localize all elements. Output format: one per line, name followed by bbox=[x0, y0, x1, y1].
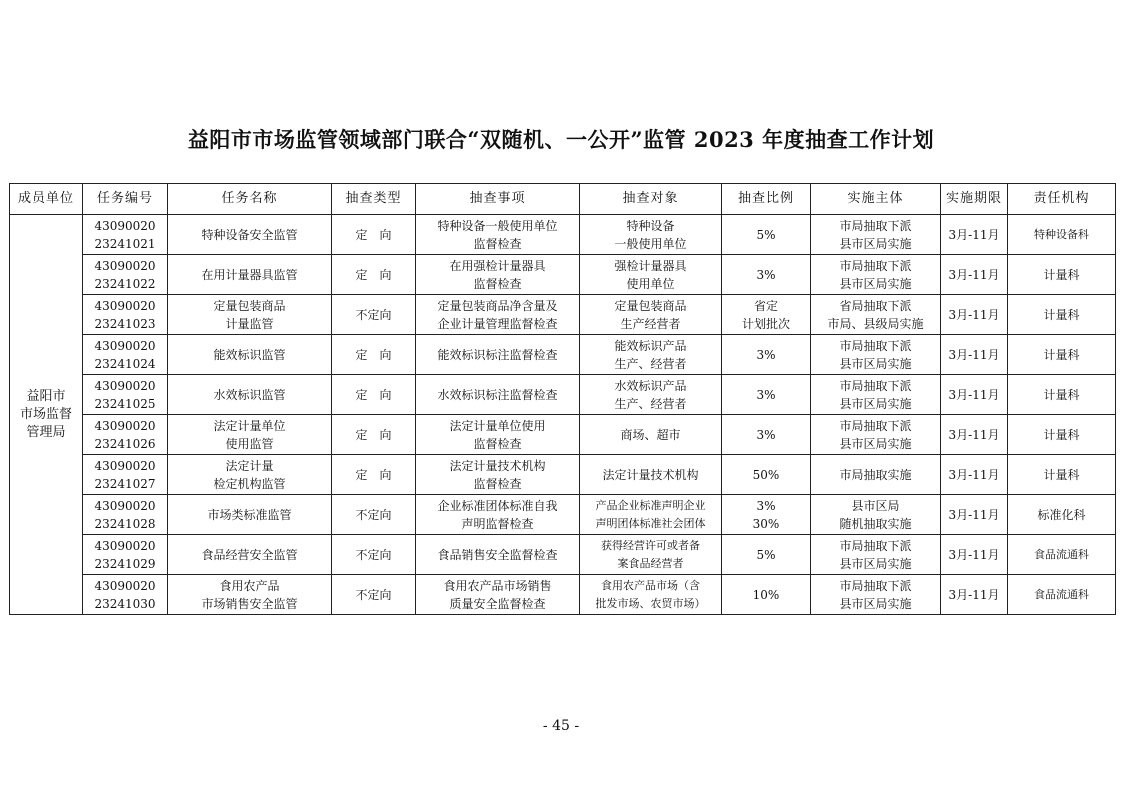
task-name-cell bbox=[168, 215, 332, 255]
cell-line: 法定计量单位使用 bbox=[449, 418, 546, 433]
cell-line: 计量科 bbox=[1043, 467, 1080, 482]
cell-line: 声明监督检查 bbox=[461, 516, 534, 531]
cell-line: 23241028 bbox=[94, 516, 156, 531]
column-header-inspection-item: 抽查事项 bbox=[416, 184, 580, 215]
cell-line: 定 向 bbox=[355, 227, 392, 242]
cell-line: 省局抽取下派 bbox=[839, 298, 912, 313]
cell-line: 县市区局实施 bbox=[839, 396, 912, 411]
cell-line: 计量科 bbox=[1043, 347, 1080, 362]
cell-line: 3月-11月 bbox=[948, 427, 1000, 442]
cell-line: 食品经营安全监管 bbox=[201, 547, 298, 562]
table-row bbox=[10, 295, 1116, 335]
inspection-type-cell bbox=[332, 415, 416, 455]
period-cell bbox=[941, 415, 1008, 455]
cell-line: 不定向 bbox=[355, 507, 392, 522]
cell-line: 水效标识产品 bbox=[614, 378, 687, 393]
cell-line: 43090020 bbox=[94, 378, 156, 393]
cell-line: 23241029 bbox=[94, 556, 156, 571]
table-row bbox=[10, 375, 1116, 415]
cell-line: 批发市场、农贸市场） bbox=[595, 596, 706, 610]
cell-line: 产品企业标准声明企业 bbox=[595, 498, 706, 512]
page-number: - 45 - bbox=[542, 718, 580, 734]
implementing-body-cell bbox=[811, 215, 941, 255]
inspection-ratio-cell bbox=[722, 575, 811, 615]
cell-line: 定 向 bbox=[355, 267, 392, 282]
cell-line: 43090020 bbox=[94, 338, 156, 353]
inspection-type-cell bbox=[332, 295, 416, 335]
column-header-task-name: 任务名称 bbox=[168, 184, 332, 215]
cell-line: 在用强检计量器具 bbox=[449, 258, 546, 273]
cell-line: 法定计量技术机构 bbox=[449, 458, 546, 473]
task-id-cell bbox=[83, 535, 168, 575]
inspection-ratio-cell bbox=[722, 495, 811, 535]
cell-line: 声明团体标准社会团体 bbox=[595, 516, 706, 530]
cell-line: 3月-11月 bbox=[948, 467, 1000, 482]
inspection-object-cell bbox=[580, 455, 722, 495]
cell-line: 获得经营许可或者备 bbox=[601, 538, 700, 552]
implementing-body-cell bbox=[811, 335, 941, 375]
inspection-item-cell bbox=[416, 575, 580, 615]
cell-line: 43090020 bbox=[94, 258, 156, 273]
table-row bbox=[10, 535, 1116, 575]
responsible-org-cell bbox=[1008, 415, 1116, 455]
implementing-body-cell bbox=[811, 455, 941, 495]
cell-line: 市局抽取下派 bbox=[839, 418, 912, 433]
cell-line: 计量科 bbox=[1043, 267, 1080, 282]
cell-line: 23241027 bbox=[94, 476, 156, 491]
table-row bbox=[10, 455, 1116, 495]
cell-line: 市局抽取下派 bbox=[839, 258, 912, 273]
inspection-item-cell bbox=[416, 535, 580, 575]
cell-line: 定 向 bbox=[355, 387, 392, 402]
cell-line: 3月-11月 bbox=[948, 387, 1000, 402]
cell-line: 计量科 bbox=[1043, 307, 1080, 322]
task-name-cell bbox=[168, 295, 332, 335]
cell-line: 监督检查 bbox=[473, 476, 522, 491]
table-row bbox=[10, 255, 1116, 295]
cell-line: 检定机构监管 bbox=[213, 476, 286, 491]
cell-line: 能效标识标注监督检查 bbox=[437, 347, 558, 362]
cell-line: 3月-11月 bbox=[948, 307, 1000, 322]
inspection-ratio-cell bbox=[722, 415, 811, 455]
period-cell bbox=[941, 295, 1008, 335]
column-header-inspection-ratio: 抽查比例 bbox=[722, 184, 811, 215]
implementing-body-cell bbox=[811, 415, 941, 455]
column-header-inspection-type: 抽查类型 bbox=[332, 184, 416, 215]
task-name-cell bbox=[168, 495, 332, 535]
task-name-cell bbox=[168, 255, 332, 295]
inspection-ratio-cell bbox=[722, 215, 811, 255]
cell-line: 43090020 bbox=[94, 458, 156, 473]
cell-line: 能效标识产品 bbox=[614, 338, 687, 353]
responsible-org-cell bbox=[1008, 495, 1116, 535]
cell-line: 特种设备 bbox=[626, 218, 675, 233]
responsible-org-cell bbox=[1008, 335, 1116, 375]
cell-line: 监督检查 bbox=[473, 276, 522, 291]
cell-line: 定 向 bbox=[355, 427, 392, 442]
cell-line: 特种设备一般使用单位 bbox=[437, 218, 558, 233]
cell-line: 一般使用单位 bbox=[614, 236, 687, 251]
cell-line: 43090020 bbox=[94, 418, 156, 433]
inspection-ratio-cell bbox=[722, 295, 811, 335]
inspection-ratio-cell bbox=[722, 335, 811, 375]
inspection-plan-table bbox=[9, 183, 1116, 615]
cell-line: 23241021 bbox=[94, 236, 156, 251]
cell-line: 计量科 bbox=[1043, 427, 1080, 442]
cell-line: 计量监管 bbox=[225, 316, 274, 331]
period-cell bbox=[941, 215, 1008, 255]
period-cell bbox=[941, 455, 1008, 495]
cell-line: 10% bbox=[752, 587, 780, 602]
cell-line: 质量安全监督检查 bbox=[449, 596, 546, 611]
cell-line: 标准化科 bbox=[1037, 507, 1086, 522]
cell-line: 3% bbox=[756, 427, 776, 442]
cell-line: 生产经营者 bbox=[620, 316, 681, 331]
inspection-object-cell bbox=[580, 495, 722, 535]
inspection-ratio-cell bbox=[722, 255, 811, 295]
cell-line: 3月-11月 bbox=[948, 227, 1000, 242]
cell-line: 3月-11月 bbox=[948, 507, 1000, 522]
cell-line: 益阳市 bbox=[26, 388, 66, 404]
responsible-org-cell bbox=[1008, 295, 1116, 335]
inspection-object-cell bbox=[580, 575, 722, 615]
cell-line: 30% bbox=[752, 516, 780, 531]
cell-line: 市局抽取下派 bbox=[839, 338, 912, 353]
period-cell bbox=[941, 335, 1008, 375]
cell-line: 生产、经营者 bbox=[614, 356, 687, 371]
inspection-object-cell bbox=[580, 335, 722, 375]
cell-line: 省定 bbox=[753, 298, 778, 313]
table-row bbox=[10, 215, 1116, 255]
cell-line: 能效标识监管 bbox=[213, 347, 286, 362]
table-row bbox=[10, 335, 1116, 375]
cell-line: 50% bbox=[752, 467, 780, 482]
cell-line: 43090020 bbox=[94, 578, 156, 593]
cell-line: 定量包装商品 bbox=[213, 298, 286, 313]
inspection-item-cell bbox=[416, 415, 580, 455]
table-row bbox=[10, 575, 1116, 615]
task-id-cell bbox=[83, 495, 168, 535]
column-header-member-unit: 成员单位 bbox=[10, 184, 83, 215]
cell-line: 23241025 bbox=[94, 396, 156, 411]
cell-line: 食品流通科 bbox=[1034, 547, 1089, 561]
cell-line: 计划批次 bbox=[741, 316, 790, 331]
inspection-item-cell bbox=[416, 255, 580, 295]
cell-line: 计量科 bbox=[1043, 387, 1080, 402]
task-id-cell bbox=[83, 455, 168, 495]
inspection-item-cell bbox=[416, 495, 580, 535]
implementing-body-cell bbox=[811, 535, 941, 575]
responsible-org-cell bbox=[1008, 215, 1116, 255]
cell-line: 23241030 bbox=[94, 596, 156, 611]
cell-line: 县市区局实施 bbox=[839, 556, 912, 571]
task-id-cell bbox=[83, 335, 168, 375]
task-name-cell bbox=[168, 535, 332, 575]
period-cell bbox=[941, 575, 1008, 615]
inspection-ratio-cell bbox=[722, 375, 811, 415]
cell-line: 企业标准团体标准自我 bbox=[437, 498, 558, 513]
responsible-org-cell bbox=[1008, 535, 1116, 575]
cell-line: 市局抽取实施 bbox=[839, 467, 912, 482]
cell-line: 县市区局 bbox=[851, 498, 900, 513]
implementing-body-cell bbox=[811, 295, 941, 335]
column-header-inspection-object: 抽查对象 bbox=[580, 184, 722, 215]
implementing-body-cell bbox=[811, 255, 941, 295]
cell-line: 特种设备安全监管 bbox=[201, 227, 298, 242]
cell-line: 随机抽取实施 bbox=[839, 516, 912, 531]
cell-line: 5% bbox=[756, 227, 776, 242]
cell-line: 特种设备科 bbox=[1034, 227, 1089, 241]
cell-line: 3% bbox=[756, 267, 776, 282]
cell-line: 3月-11月 bbox=[948, 347, 1000, 362]
period-cell bbox=[941, 535, 1008, 575]
inspection-object-cell bbox=[580, 255, 722, 295]
cell-line: 定量包装商品 bbox=[614, 298, 687, 313]
cell-line: 定 向 bbox=[355, 347, 392, 362]
inspection-item-cell bbox=[416, 215, 580, 255]
cell-line: 食品流通科 bbox=[1034, 587, 1089, 601]
cell-line: 法定计量 bbox=[225, 458, 274, 473]
inspection-object-cell bbox=[580, 415, 722, 455]
implementing-body-cell bbox=[811, 495, 941, 535]
responsible-org-cell bbox=[1008, 575, 1116, 615]
cell-line: 县市区局实施 bbox=[839, 356, 912, 371]
column-header-task-id: 任务编号 bbox=[83, 184, 168, 215]
cell-line: 市场监督 bbox=[19, 406, 72, 422]
cell-line: 县市区局实施 bbox=[839, 236, 912, 251]
cell-line: 强检计量器具 bbox=[614, 258, 687, 273]
cell-line: 3% bbox=[756, 498, 776, 513]
inspection-type-cell bbox=[332, 535, 416, 575]
cell-line: 3月-11月 bbox=[948, 267, 1000, 282]
cell-line: 县市区局实施 bbox=[839, 436, 912, 451]
column-header-period: 实施期限 bbox=[941, 184, 1008, 215]
inspection-item-cell bbox=[416, 295, 580, 335]
cell-line: 43090020 bbox=[94, 298, 156, 313]
inspection-item-cell bbox=[416, 375, 580, 415]
cell-line: 定 向 bbox=[355, 467, 392, 482]
responsible-org-cell bbox=[1008, 375, 1116, 415]
task-name-cell bbox=[168, 415, 332, 455]
period-cell bbox=[941, 495, 1008, 535]
cell-line: 案食品经营者 bbox=[617, 556, 684, 570]
cell-line: 食用农产品市场（含 bbox=[601, 578, 700, 592]
document-title: 益阳市市场监管领域部门联合“双随机、一公开”监管 2023 年度抽查工作计划 bbox=[187, 127, 935, 152]
responsible-org-cell bbox=[1008, 455, 1116, 495]
cell-line: 23241022 bbox=[94, 276, 156, 291]
cell-line: 食品销售安全监督检查 bbox=[437, 547, 558, 562]
column-header-implementing-body: 实施主体 bbox=[811, 184, 941, 215]
cell-line: 市局抽取下派 bbox=[839, 538, 912, 553]
task-id-cell bbox=[83, 295, 168, 335]
cell-line: 法定计量技术机构 bbox=[602, 467, 699, 482]
cell-line: 不定向 bbox=[355, 587, 392, 602]
task-id-cell bbox=[83, 215, 168, 255]
inspection-object-cell bbox=[580, 295, 722, 335]
cell-line: 使用单位 bbox=[626, 276, 675, 291]
task-name-cell bbox=[168, 575, 332, 615]
cell-line: 管理局 bbox=[26, 424, 66, 440]
cell-line: 不定向 bbox=[355, 547, 392, 562]
cell-line: 生产、经营者 bbox=[614, 396, 687, 411]
inspection-type-cell bbox=[332, 575, 416, 615]
cell-line: 23241026 bbox=[94, 436, 156, 451]
cell-line: 不定向 bbox=[355, 307, 392, 322]
inspection-object-cell bbox=[580, 215, 722, 255]
cell-line: 监督检查 bbox=[473, 236, 522, 251]
inspection-type-cell bbox=[332, 335, 416, 375]
cell-line: 监督检查 bbox=[473, 436, 522, 451]
table-header-row bbox=[10, 184, 1116, 215]
cell-line: 企业计量管理监督检查 bbox=[437, 316, 558, 331]
member-unit-cell bbox=[10, 215, 83, 615]
cell-line: 3月-11月 bbox=[948, 587, 1000, 602]
inspection-object-cell bbox=[580, 375, 722, 415]
period-cell bbox=[941, 255, 1008, 295]
cell-line: 市场销售安全监管 bbox=[201, 596, 298, 611]
table-row bbox=[10, 495, 1116, 535]
cell-line: 23241023 bbox=[94, 316, 156, 331]
cell-line: 市局抽取下派 bbox=[839, 378, 912, 393]
implementing-body-cell bbox=[811, 575, 941, 615]
inspection-ratio-cell bbox=[722, 535, 811, 575]
implementing-body-cell bbox=[811, 375, 941, 415]
task-id-cell bbox=[83, 255, 168, 295]
cell-line: 23241024 bbox=[94, 356, 156, 371]
cell-line: 使用监管 bbox=[225, 436, 274, 451]
cell-line: 43090020 bbox=[94, 538, 156, 553]
inspection-type-cell bbox=[332, 455, 416, 495]
inspection-object-cell bbox=[580, 535, 722, 575]
task-id-cell bbox=[83, 375, 168, 415]
cell-line: 市局、县级局实施 bbox=[827, 316, 924, 331]
cell-line: 3% bbox=[756, 347, 776, 362]
cell-line: 水效标识标注监督检查 bbox=[437, 387, 558, 402]
cell-line: 3% bbox=[756, 387, 776, 402]
inspection-item-cell bbox=[416, 335, 580, 375]
inspection-type-cell bbox=[332, 375, 416, 415]
period-cell bbox=[941, 375, 1008, 415]
inspection-type-cell bbox=[332, 215, 416, 255]
task-id-cell bbox=[83, 575, 168, 615]
cell-line: 县市区局实施 bbox=[839, 276, 912, 291]
cell-line: 3月-11月 bbox=[948, 547, 1000, 562]
cell-line: 定量包装商品净含量及 bbox=[437, 298, 558, 313]
cell-line: 市局抽取下派 bbox=[839, 578, 912, 593]
task-id-cell bbox=[83, 415, 168, 455]
task-name-cell bbox=[168, 455, 332, 495]
inspection-ratio-cell bbox=[722, 455, 811, 495]
responsible-org-cell bbox=[1008, 255, 1116, 295]
task-name-cell bbox=[168, 375, 332, 415]
inspection-item-cell bbox=[416, 455, 580, 495]
inspection-type-cell bbox=[332, 255, 416, 295]
column-header-responsible-org: 责任机构 bbox=[1008, 184, 1116, 215]
cell-line: 市场类标准监管 bbox=[207, 507, 292, 522]
cell-line: 43090020 bbox=[94, 218, 156, 233]
cell-line: 水效标识监管 bbox=[213, 387, 286, 402]
cell-line: 法定计量单位 bbox=[213, 418, 286, 433]
cell-line: 43090020 bbox=[94, 498, 156, 513]
cell-line: 县市区局实施 bbox=[839, 596, 912, 611]
cell-line: 5% bbox=[756, 547, 776, 562]
cell-line: 食用农产品市场销售 bbox=[443, 578, 552, 593]
cell-line: 食用农产品 bbox=[219, 578, 280, 593]
cell-line: 商场、超市 bbox=[620, 427, 681, 442]
cell-line: 市局抽取下派 bbox=[839, 218, 912, 233]
inspection-type-cell bbox=[332, 495, 416, 535]
cell-line: 在用计量器具监管 bbox=[201, 267, 298, 282]
task-name-cell bbox=[168, 335, 332, 375]
table-row bbox=[10, 415, 1116, 455]
